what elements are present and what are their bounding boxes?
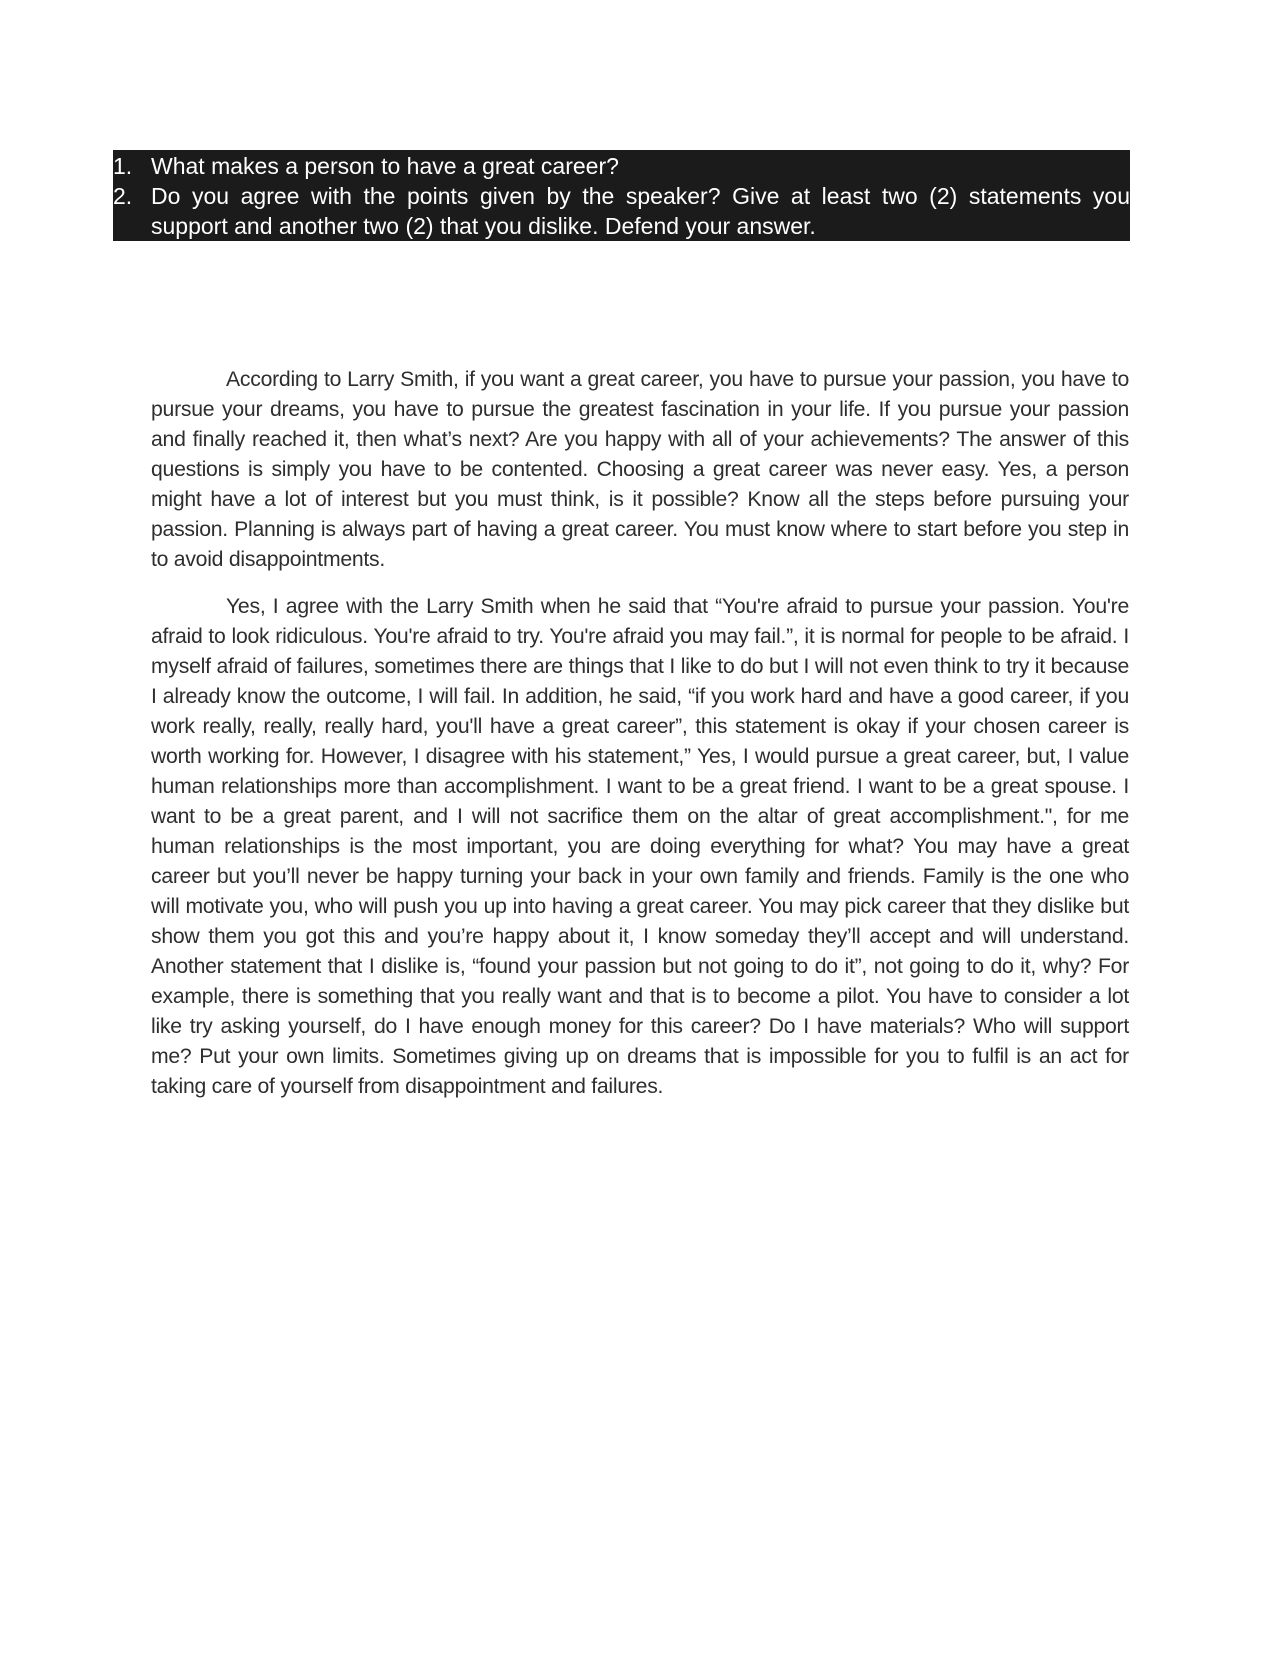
essay-body — [151, 365, 1129, 1119]
question-number: 1. — [113, 153, 133, 179]
question-number: 2. — [113, 183, 133, 209]
question-item-1 — [113, 151, 1130, 181]
essay-paragraph-1: According to Larry Smith, if you want a great career, you have to pursue your passion, you have to pursue your dreams, you have to pursue the greatest fascination in your life. If you pursue your passion and finally reached it, then what’s next? Are you happy with all of your achievements? The answer of this questions is simply you have to be contented. Choosing a great career was never easy. Yes, a person might have a lot of interest but you must think, is it possible? Know all the steps before pursuing your passion. Planning is always part of having a great career. You must know where to start before you step in to avoid disappointments. — [151, 368, 1129, 571]
question-list — [113, 150, 1130, 241]
question-text: What makes a person to have a great career? — [151, 153, 619, 179]
question-item-2 — [113, 181, 1130, 241]
essay-paragraph-2: Yes, I agree with the Larry Smith when he said that “You're afraid to pursue your passion. You're afraid to look ridiculous. You're afraid to try. You're afraid you may fail.”, it is normal for people to be afraid. I myself afraid of failures, sometimes there are things that I like to do but I will not even think to try it because I already know the outcome, I will fail. In addition, he said, “if you work hard and have a good career, if you work really, really, really hard, you'll have a great career”, this statement is okay if your chosen career is worth working for. However, I disagree with his statement,” Yes, I would pursue a great career, but, I value human relationships more than accomplishment. I want to be a great friend. I want to be a great spouse. I want to be a great parent, and I will not sacrifice them on the altar of great accomplishment.", for me human relationships is the most important, you are doing everything for what? You may have a great career but you’ll never be happy turning your back in your own family and friends. Family is the one who will motivate you, who will push you up into having a great career. You may pick career that they dislike but show them you got this and you’re happy about it, I know someday they’ll accept and will understand. Another statement that I dislike is, “found your passion but not going to do it”, not going to do it, why? For example, there is something that you really want and that is to become a pilot. You have to consider a lot like try asking yourself, do I have enough money for this career? Do I have materials? Who will support me? Put your own limits. Sometimes giving up on dreams that is impossible for you to fulfil is an act for taking care of yourself from disappointment and failures. — [151, 595, 1129, 1098]
question-text: Do you agree with the points given by the speaker? Give at least two (2) statements you support and another two (2) that you dislike. Defend your answer. — [151, 183, 1130, 239]
